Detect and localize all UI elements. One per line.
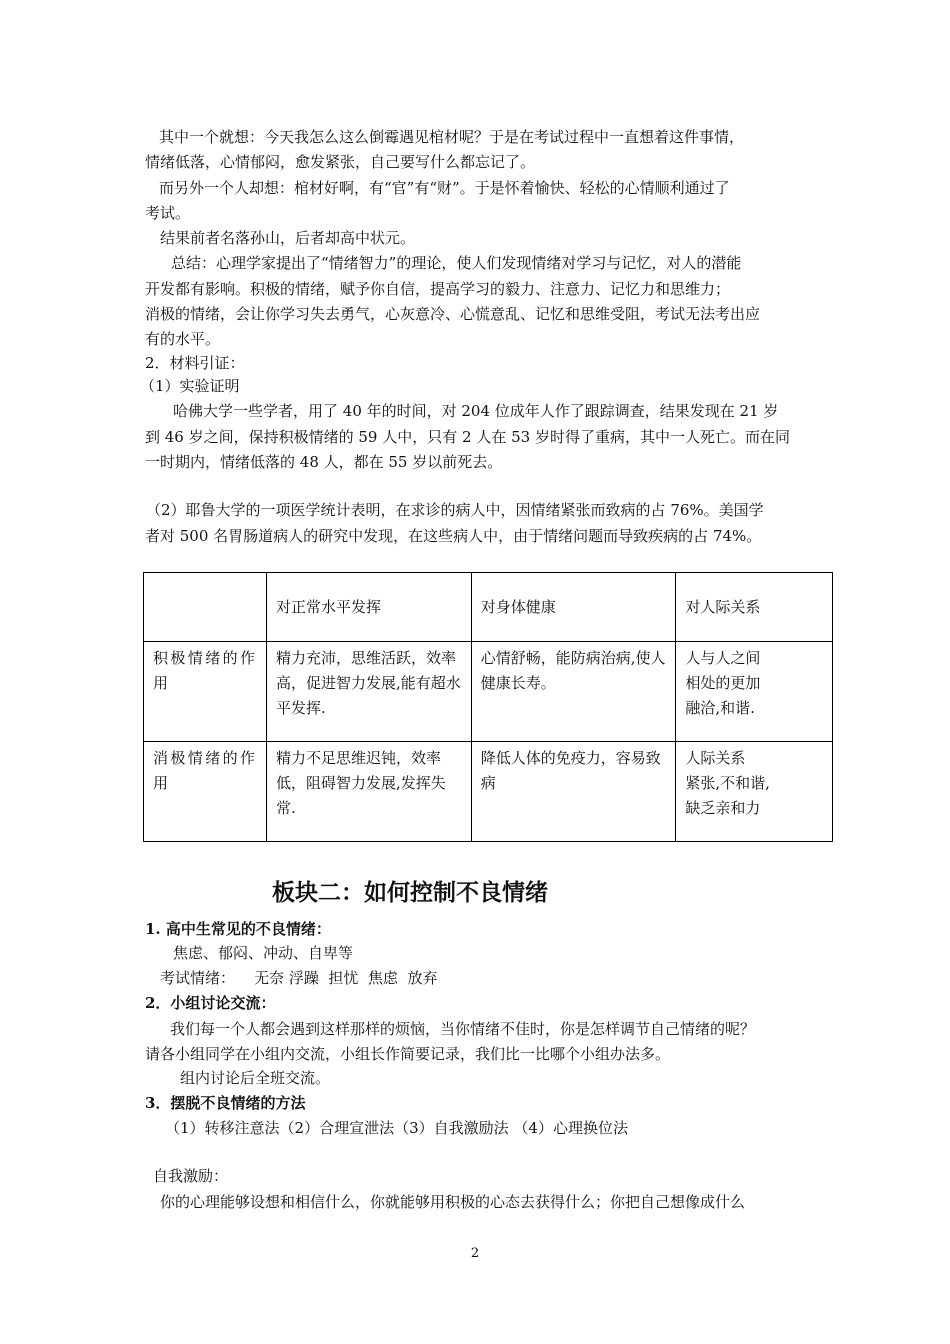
section-heading: 1. 高中生常见的不良情绪： [145,920,331,938]
table-header-cell: 对身体健康 [471,573,676,642]
paragraph-line: 我们每一个人都会遇到这样那样的烦恼，当你情绪不佳时，你是怎样调节自己情绪的呢？ [170,1020,756,1038]
paragraph-line: 组内讨论后全班交流。 [180,1069,331,1087]
table-row [144,742,833,842]
section-title: 板块二：如何控制不良情绪 [272,880,548,906]
paragraph-line: 哈佛大学一些学者，用了 40 年的时间，对 204 位成年人作了跟踪调查，结果发现在 21 岁 [173,402,779,420]
paragraph-line: 者对 500 名胃肠道病人的研究中发现，在这些病人中，由于情绪问题而导致疾病的占 74%。 [145,527,762,545]
section-heading: 2．材料引证： [145,354,245,372]
paragraph-line: 消极的情绪，会让你学习失去勇气，心灰意冷、心慌意乱、记忆和思维受阻，考试无法考出应 [145,305,761,323]
page-number: 2 [470,1246,480,1261]
paragraph-line: 结果前者名落孙山，后者却高中状元。 [160,229,416,247]
paragraph-line: 考试。 [145,204,191,222]
table-cell: 人与人之间 相处的更加 融洽,和谐. [676,642,833,742]
paragraph-line: 有的水平。 [145,330,221,348]
row-label-cell: 积极情绪的作用 [144,642,267,742]
table-cell: 精力充沛，思维活跃，效率高，促进智力发展,能有超水平发挥. [267,642,472,742]
paragraph-line: 而另外一个人却想：棺材好啊，有“官”有“财”。于是怀着愉快、轻松的心情顺利通过了 [159,179,730,197]
table-header-row [144,573,833,642]
paragraph-line: 考试情绪： 无奈 浮躁 担忧 焦虑 放弃 [160,969,438,987]
section-heading: 2．小组讨论交流： [145,994,276,1012]
paragraph-line: （2）耶鲁大学的一项医学统计表明，在求诊的病人中，因情绪紧张而致病的占 76%。美国学 [146,501,764,519]
table-header-cell: 对人际关系 [676,573,833,642]
paragraph-line: 总结：心理学家提出了“情绪智力”的理论，使人们发现情绪对学习与记忆，对人的潜能 [171,254,742,272]
table-header-cell: 对正常水平发挥 [267,573,472,642]
paragraph-line: 情绪低落，心情郁闷，愈发紧张，自己要写什么都忘记了。 [145,153,536,171]
paragraph-line: 到 46 岁之间，保持积极情绪的 59 人中，只有 2 人在 53 岁时得了重病，其中一人死亡。而在同 [145,428,790,446]
table-cell: 心情舒畅，能防病治病,使人健康长寿。 [471,642,676,742]
table-header-cell [144,573,267,642]
table-cell: 精力不足思维迟钝，效率低，阻碍智力发展,发挥失常. [267,742,472,842]
paragraph-line: 你的心理能够设想和相信什么，你就能够用积极的心态去获得什么；你把自己想像成什么 [160,1193,746,1211]
table-cell: 人际关系 紧张,不和谐, 缺乏亲和力 [676,742,833,842]
paragraph-line: 开发都有影响。积极的情绪，赋予你自信，提高学习的毅力、注意力、记忆力和思维力； [145,280,731,298]
subsection-heading: （1）实验证明 [140,377,240,395]
paragraph-line: 其中一个就想：今天我怎么这么倒霉遇见棺材呢？于是在考试过程中一直想着这件事情， [159,128,745,146]
table-row [144,642,833,742]
paragraph-line: 请各小组同学在小组内交流，小组长作简要记录，我们比一比哪个小组办法多。 [145,1045,671,1063]
subsection-heading: 自我激励： [153,1167,229,1185]
paragraph-line: （1）转移注意法（2）合理宣泄法（3）自我激励法 （4）心理换位法 [165,1119,628,1137]
table-cell: 降低人体的免疫力，容易致病 [471,742,676,842]
paragraph-line: 焦虑、郁闷、冲动、自卑等 [173,944,354,962]
section-heading: 3．摆脱不良情绪的方法 [145,1094,306,1112]
emotion-effects-table [143,572,833,842]
row-label-cell: 消极情绪的作用 [144,742,267,842]
paragraph-line: 一时期内，情绪低落的 48 人，都在 55 岁以前死去。 [145,453,503,471]
